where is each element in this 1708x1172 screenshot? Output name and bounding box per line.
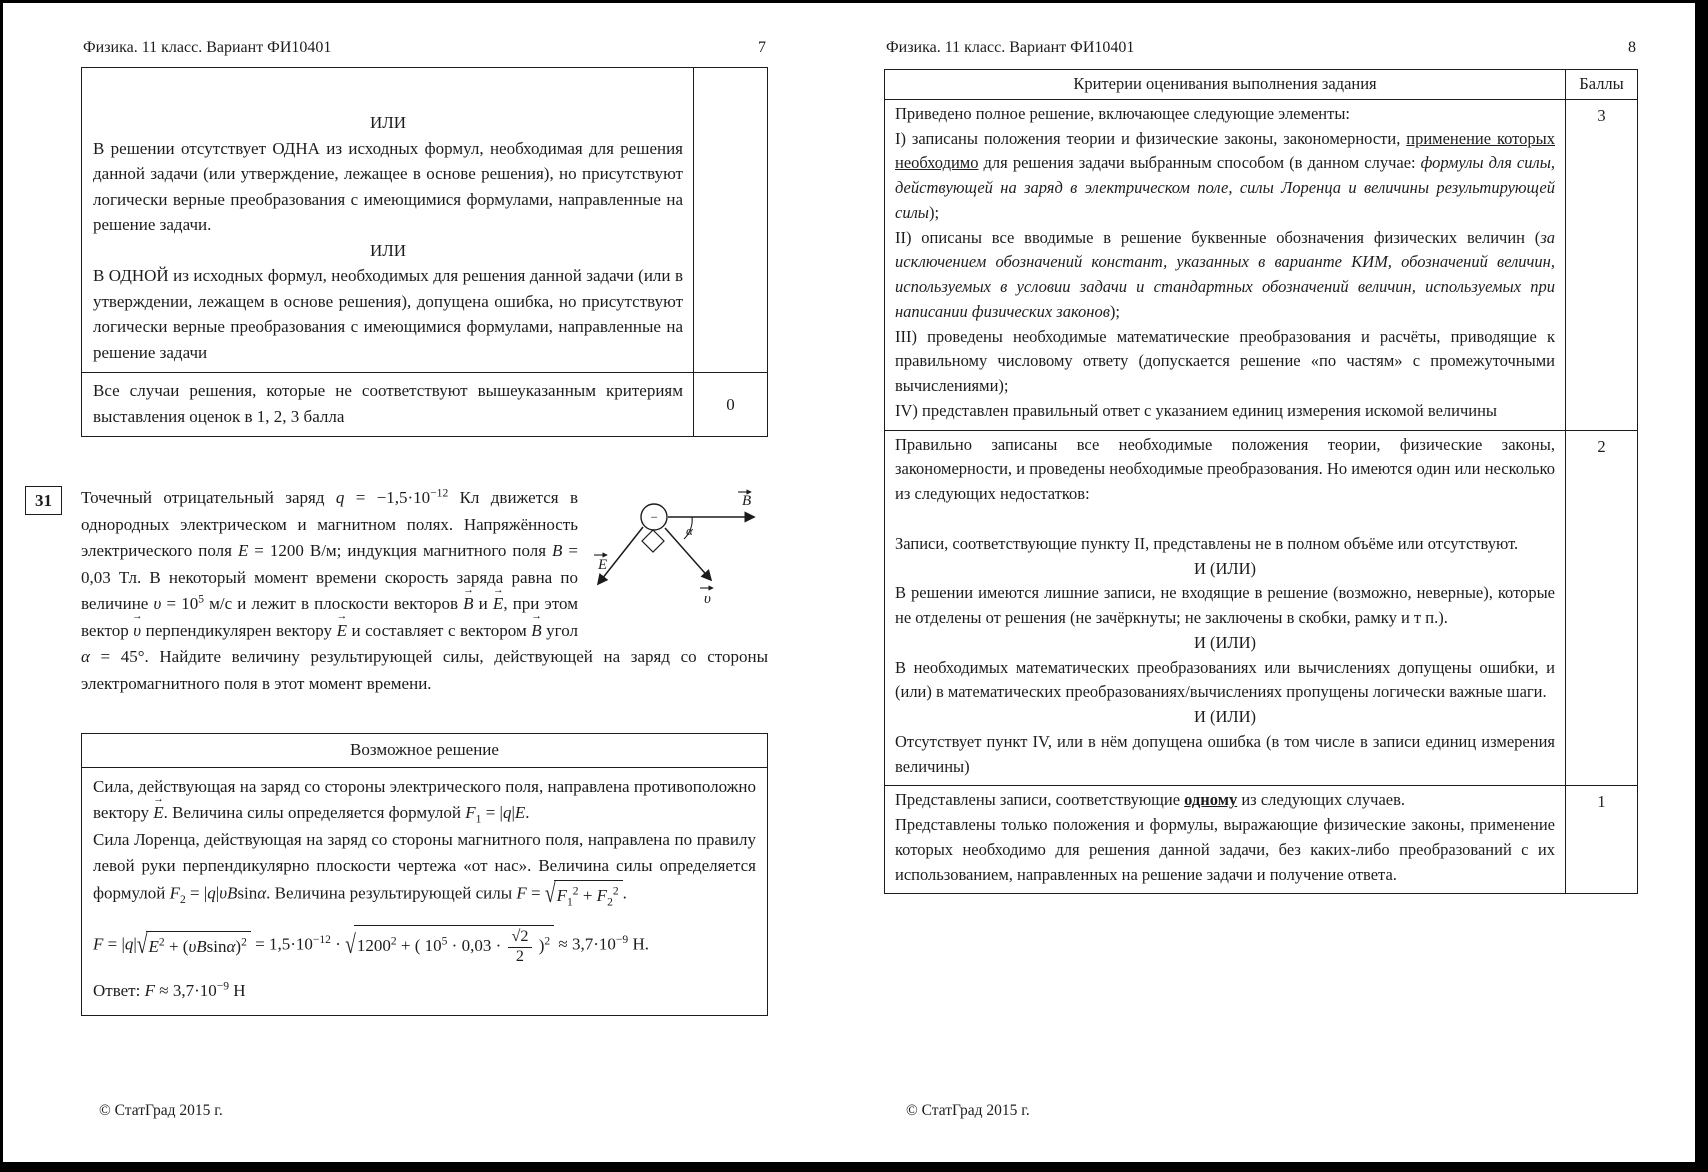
criteria-paragraph: Все случаи решения, которые не соответствуют вышеуказанным критериям выставления оценок в 1, 2, 3 балла [93,381,683,426]
page-number: 8 [1628,39,1636,56]
criteria-paragraph: Представлены только положения и формулы, выражающие физические законы, применение которых необходимо для решения данной задачи, без каких-либо преобразований с их использованием, направленных на решение задачи и получение ответа. [895,815,1555,884]
or-label: ИЛИ [369,113,407,132]
solution-table [81,733,768,1016]
vector-e-label: E [598,557,608,573]
and-or-label: И (ИЛИ) [1193,707,1257,726]
page-footer: © СтатГрад 2015 г. [99,1102,223,1119]
score-cell: 2 [1566,430,1638,786]
criteria-table [884,69,1638,894]
problem-31 [35,485,768,697]
and-or-label: И (ИЛИ) [1193,632,1257,652]
table-row [82,68,768,373]
table-row [885,99,1638,430]
criteria-paragraph: В ОДНОЙ из исходных формул, необходимых для решения данной задачи (или в утверждении, лежащем в основе решения), допущена ошибка, но присутствуют логически верные преобразования с имеющимися формулами, направленные на решение задачи [93,266,683,362]
criteria-column-header: Критерии оценивания выполнения задания [885,70,1566,100]
table-header-row [885,70,1638,100]
table-row [885,430,1638,786]
right-angle-mark [642,530,664,552]
criteria-paragraph: I) записаны положения теории и физические законы, закономерности, применение которых необходимо для решения задачи выбранным способом (в данном случае: формулы для силы, действующей на заряд в электрическом поле, силы Лоренца и величины результирующей силы); [895,128,1556,222]
solution-answer: Ответ: $F \approx 3,7\cdot 10^{-9}$ Н [93,979,246,1001]
table-row [82,373,768,437]
score-cell: 3 [1566,99,1638,430]
score-cell-empty [694,68,768,373]
criteria-paragraph: Отсутствует пункт IV, или в нём допущена ошибка (в том числе в записи единиц измерения величины) [895,731,1555,776]
page-7 [3,3,854,1162]
solution-formula: F = |q| √ $E^2 + (\upsilon Bsin\alpha)^2$ = $1,5\cdot 10^{-12}$ · √ $1200^2$ + ( $10^5 \cdot 0,03$ · $\frac{√2}{2}$ )$^2$ ≈ $3,7\cdot 10^{-9}$ Н. [93,925,756,966]
solution-paragraph: Сила Лоренца, действующая на заряд со стороны магнитного поля, направлена по правилу левой руки перпендикулярно плоскости чертежа «от нас». Величина силы определяется формулой $F_2 = |q|\upsilon Bsin\alpha$. Величина результирующей силы F = √ $F_1^2 + F_2^2$ . [93,829,756,909]
criteria-paragraph: Представлены записи, соответствующие одному из следующих случаев. [895,790,1406,810]
page-footer: © СтатГрад 2015 г. [906,1102,1030,1119]
page-header [81,39,768,57]
problem-statement: − B E υ α Точечный отрицательный заряд $q = -1,5\cdot 10^{-12}$ Кл движется в однородных электрическом и магнитном полях. Напряжённость электрического поля E = 1200 В/м; индукция магнитного поля B = 0,03 Тл. В некоторый момент времени скорость заряда равна по величине $\upsilon = 10^5$ м/с и лежит в плоскости векторов B → и E →, при этом вектор υ → перпендикулярен вектору E → и составляет с вектором B → угол α = 45°. Найдите величину результирующей силы, действующей на заряд со стороны электромагнитного поля в этот момент времени. [81,485,768,697]
problem-number: 31 [35,491,52,510]
page-8 [854,3,1698,1162]
table-row [82,767,768,1015]
charge-minus-sign: − [649,509,659,525]
and-or-label: И (ИЛИ) [1193,558,1257,578]
or-label: ИЛИ [369,240,407,260]
solution-paragraph: Сила, действующая на заряд со стороны электрического поля, направлена противоположно вектору E →. Величина силы определяется формулой $F_1 = |q|E$. [93,774,756,827]
criteria-paragraph: Записи, соответствующие пункту II, представлены не в полном объёме или отсутствуют. [895,533,1519,553]
criteria-paragraph: Приведено полное решение, включающее следующие элементы: [895,103,1350,123]
criteria-table-continued [81,67,768,437]
criteria-paragraph: В решении отсутствует ОДНА из исходных формул, необходимая для решения данной задачи (или утверждение, лежащее в основе решения), но присутствуют логически верные преобразования с имеющимися формулами, направленные на решение задачи. [93,138,683,234]
angle-label: α [686,523,693,538]
vector-v-label: υ [704,591,711,607]
criteria-paragraph: Правильно записаны все необходимые положения теории, физические законы, закономерности, и проведены необходимые преобразования. Но имеются один или несколько из следующих недостатков: [895,434,1555,503]
score-column-header: Баллы [1566,70,1638,100]
score-cell: 0 [694,373,768,437]
vector-diagram [590,487,768,629]
criteria-paragraph: В необходимых математических преобразованиях или вычислениях допущены ошибки, и (или) в математических преобразованиях/вычислениях пропущены логически важные шаги. [895,657,1555,702]
criteria-paragraph: III) проведены необходимые математические преобразования и расчёты, приводящие к правильному числовому ответу (допускается решение «по частям» с промежуточными вычислениями); [895,326,1555,395]
score-cell: 1 [1566,786,1638,894]
page-number: 7 [758,39,766,56]
vector-b-label: B [742,493,752,509]
criteria-paragraph: В решении имеются лишние записи, не входящие в решение (возможно, неверные), которые не отделены от решения (не зачёркнуты; не заключены в скобки, рамку и т п.). [895,583,1555,627]
problem-number-box [25,486,62,515]
criteria-paragraph: IV) представлен правильный ответ с указанием единиц измерения искомой величины [895,400,1498,420]
page-header-title: Физика. 11 класс. Вариант ФИ10401 [886,39,1135,56]
page-header-title: Физика. 11 класс. Вариант ФИ10401 [83,39,332,56]
page-header [884,39,1638,57]
table-row [82,734,768,768]
criteria-paragraph: II) описаны все вводимые в решение буквенные обозначения физических величин (за исключением обозначений констант, указанных в варианте КИМ, обозначений величин, используемых в условии задачи и стандартных обозначений величин, используемых при написании физических законов); [895,227,1555,321]
vector-diagram-svg [590,487,768,629]
solution-title: Возможное решение [82,734,768,768]
table-row [885,786,1638,894]
